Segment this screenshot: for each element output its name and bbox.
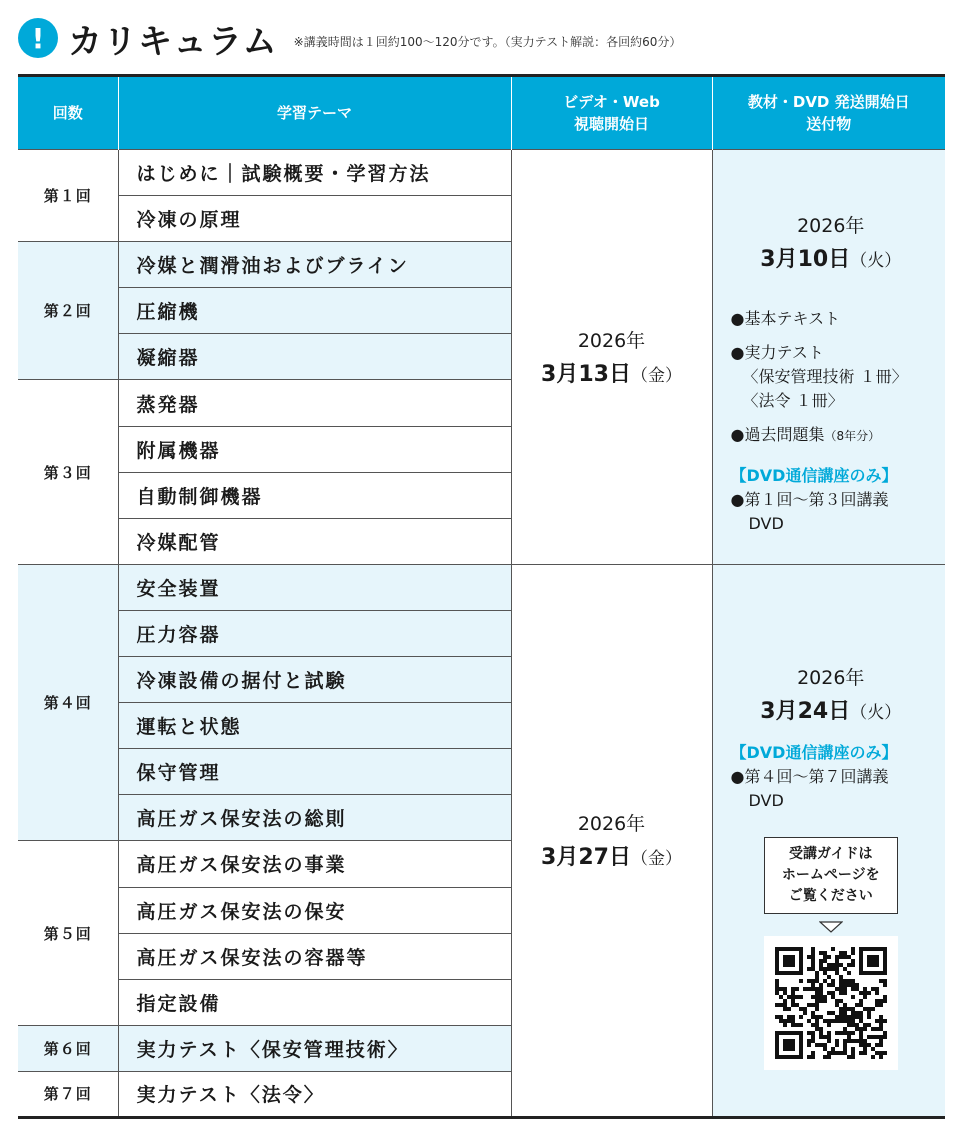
materials-year-2: 2026年 bbox=[797, 666, 865, 689]
video-day-1 bbox=[512, 357, 712, 388]
table-row bbox=[18, 150, 945, 196]
material-item-past-exams-label: ●過去問題集 bbox=[730, 425, 825, 445]
header-video-line1: ビデオ・Web bbox=[563, 93, 660, 111]
video-day-1-text: 3月13日 bbox=[541, 361, 631, 387]
topic-cell: 安全装置 bbox=[118, 564, 511, 610]
guide-line2: ホームページを bbox=[781, 866, 880, 883]
material-item-test-sub1: 〈保安管理技術 １冊〉 bbox=[742, 367, 908, 387]
down-triangle-icon bbox=[731, 918, 932, 930]
topic-cell: 冷媒配管 bbox=[118, 518, 511, 564]
topic-cell: 冷媒と潤滑油およびブライン bbox=[118, 242, 511, 288]
material-item-test-sub2: 〈法令 １冊〉 bbox=[742, 391, 844, 411]
topic-cell: 附属機器 bbox=[118, 426, 511, 472]
guide-box bbox=[764, 837, 898, 914]
page-title: カリキュラム bbox=[68, 21, 278, 62]
dvd-lecture-line: ●第４回～第７回講義 bbox=[730, 766, 889, 786]
round-label: 第４回 bbox=[18, 564, 118, 841]
topic-cell: 圧縮機 bbox=[118, 288, 511, 334]
round-label: 第２回 bbox=[18, 242, 118, 380]
topic-cell: 高圧ガス保安法の総則 bbox=[118, 795, 511, 841]
materials-year-1: 2026年 bbox=[797, 215, 865, 238]
video-year-2: 2026年 bbox=[577, 813, 646, 836]
materials-day-2 bbox=[731, 694, 932, 725]
video-day-2 bbox=[512, 840, 712, 871]
materials-date-2 bbox=[731, 663, 932, 725]
materials-day-2-text: 3月24日 bbox=[760, 698, 851, 724]
topic-cell: 蒸発器 bbox=[118, 380, 511, 426]
video-weekday-1: （金） bbox=[630, 365, 682, 386]
topic-cell: 冷凍の原理 bbox=[118, 196, 511, 242]
page-header bbox=[18, 14, 681, 62]
topic-cell: 運転と状態 bbox=[118, 703, 511, 749]
topic-cell: 高圧ガス保安法の事業 bbox=[118, 841, 511, 887]
topic-cell: 凝縮器 bbox=[118, 334, 511, 380]
materials-day-1 bbox=[731, 242, 932, 273]
video-start-date-1 bbox=[511, 150, 712, 565]
topic-cell: 圧力容器 bbox=[118, 610, 511, 656]
round-label: 第５回 bbox=[18, 841, 118, 1025]
topic-cell: 自動制御機器 bbox=[118, 472, 511, 518]
materials-date-1 bbox=[731, 211, 932, 273]
topic-cell: 冷凍設備の据付と試験 bbox=[118, 657, 511, 703]
material-item-past-exams-note: （8年分） bbox=[824, 429, 881, 444]
dvd-only-heading: 【DVD通信講座のみ】 bbox=[730, 742, 898, 762]
topic-cell: 保守管理 bbox=[118, 749, 511, 795]
dvd-lecture-line2: DVD bbox=[748, 514, 784, 534]
material-item-text: ●基本テキスト bbox=[730, 309, 841, 329]
header-materials-line1: 教材・DVD 発送開始日 bbox=[747, 93, 910, 111]
topic-cell: 指定設備 bbox=[118, 979, 511, 1025]
dvd-lecture-line: ●第１回～第３回講義 bbox=[730, 490, 889, 510]
materials-weekday-1: （火） bbox=[850, 251, 902, 272]
topic-cell: 高圧ガス保安法の保安 bbox=[118, 887, 511, 933]
table-header-row bbox=[18, 76, 945, 150]
topic-cell: 高圧ガス保安法の容器等 bbox=[118, 933, 511, 979]
table-row bbox=[18, 564, 945, 610]
round-label: 第６回 bbox=[18, 1025, 118, 1071]
lecture-time-note: ※講義時間は１回約100～120分です。（実力テスト解説：各回約60分） bbox=[293, 34, 682, 49]
topic-cell: 実力テスト〈法令〉 bbox=[118, 1071, 511, 1117]
header-video-line2: 視聴開始日 bbox=[573, 115, 649, 133]
material-item-test-label: ●実力テスト bbox=[730, 343, 824, 363]
video-day-2-text: 3月27日 bbox=[541, 845, 631, 871]
material-item-test bbox=[731, 341, 932, 413]
materials-list-1 bbox=[731, 307, 932, 536]
dvd-lecture-line2: DVD bbox=[748, 790, 784, 810]
guide-line1: 受講ガイドは bbox=[788, 845, 873, 862]
video-start-date-2 bbox=[511, 564, 712, 1117]
round-label: 第１回 bbox=[18, 150, 118, 242]
materials-cell-2 bbox=[712, 564, 945, 1117]
materials-day-1-text: 3月10日 bbox=[760, 247, 851, 273]
header-materials-line2: 送付物 bbox=[806, 115, 852, 133]
qr-code-icon[interactable] bbox=[764, 936, 898, 1070]
curriculum-table bbox=[18, 74, 945, 1119]
materials-weekday-2: （火） bbox=[850, 702, 902, 723]
header-topic: 学習テーマ bbox=[118, 76, 511, 150]
exclamation-icon: ! bbox=[18, 18, 58, 58]
material-item-past-exams bbox=[731, 423, 932, 448]
materials-cell-1 bbox=[712, 150, 945, 565]
materials-list-2 bbox=[731, 741, 932, 813]
round-label: 第３回 bbox=[18, 380, 118, 564]
header-round: 回数 bbox=[18, 76, 118, 150]
dvd-only-heading: 【DVD通信講座のみ】 bbox=[730, 466, 898, 486]
topic-cell: はじめに｜試験概要・学習方法 bbox=[118, 150, 511, 196]
topic-cell: 実力テスト〈保安管理技術〉 bbox=[118, 1025, 511, 1071]
video-weekday-2: （金） bbox=[630, 849, 682, 870]
video-year-1: 2026年 bbox=[577, 329, 646, 352]
header-materials bbox=[712, 76, 945, 150]
round-label: 第７回 bbox=[18, 1071, 118, 1117]
header-video-start bbox=[511, 76, 712, 150]
guide-line3: ご覧ください bbox=[788, 887, 873, 904]
